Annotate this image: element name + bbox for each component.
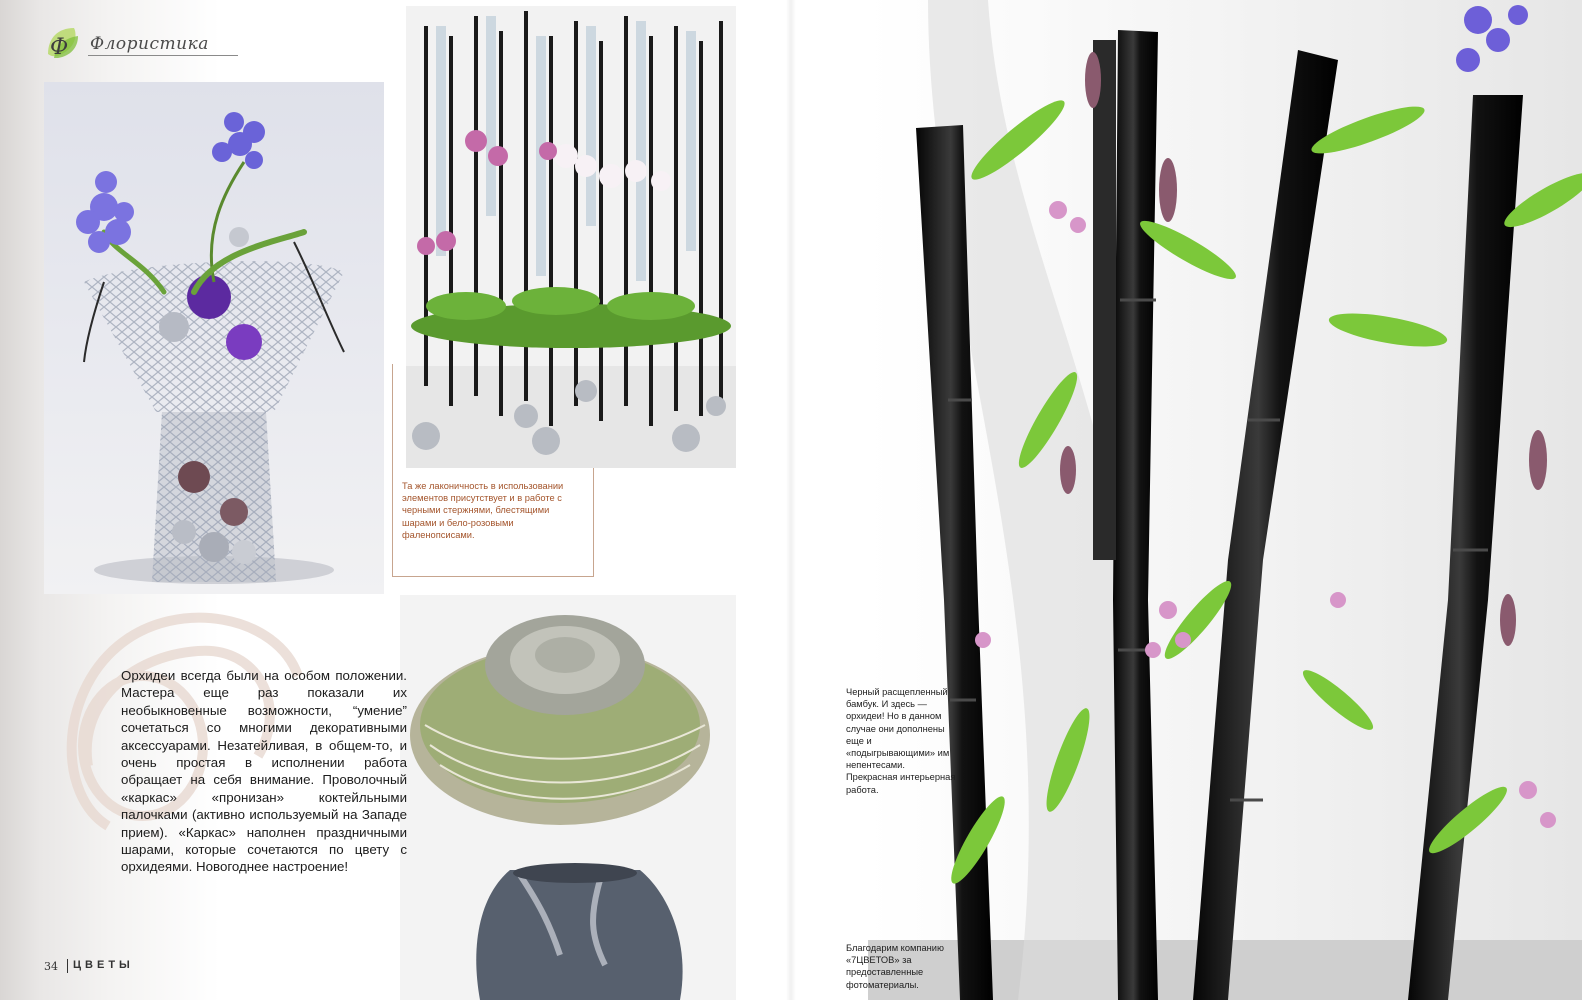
vase-orchid-photo: [44, 82, 384, 594]
svg-text:Ф: Ф: [50, 35, 69, 60]
nest-vase-photo: [400, 595, 736, 1000]
footer-separator: [67, 959, 68, 973]
section-header: [44, 24, 214, 64]
page-footer: [44, 959, 244, 979]
caption-bamboo: Черный расщепленный бамбук. И здесь — орхидеи! Но в данном случае они дополнены еще и «подыгрывающими» им непентесами. Прекрасная интерьерная работа.: [846, 687, 956, 795]
magazine-name: ЦВЕТЫ: [73, 959, 134, 971]
caption-credit: Благодарим компанию «7ЦВЕТОВ» за предоставленные фотоматериалы.: [846, 943, 944, 990]
section-title: Флористика: [90, 34, 209, 54]
bamboo-orchid-photo: [868, 0, 1582, 1000]
article-body-text: Орхидеи всегда были на особом положении. Мастера еще раз показали их необыкновенные возможности, “умение” сочетаться со многими декоративными аксессуарами. Незатейливая, в общем-то, и очень простая в исполнении работа обращает на себя внимание. Проволочный «каркас» «пронизан» коктейльными палочками (активно используемый на Западе прием). «Каркас» наполнен праздничными шарами, которые сочетаются по цвету с орхидеями. Новогоднее настроение!: [121, 668, 407, 875]
page-gutter: [786, 0, 796, 1000]
page-number: 34: [44, 960, 58, 973]
caption-rods: Та же лаконичность в использовании элементов присутствует и в работе с черными стержнями, блестящими шарами и бело-розовыми фаленопсисами.: [402, 481, 564, 540]
header-rule: [88, 55, 238, 56]
section-logo-icon: [44, 24, 84, 64]
left-page: [0, 0, 790, 1000]
